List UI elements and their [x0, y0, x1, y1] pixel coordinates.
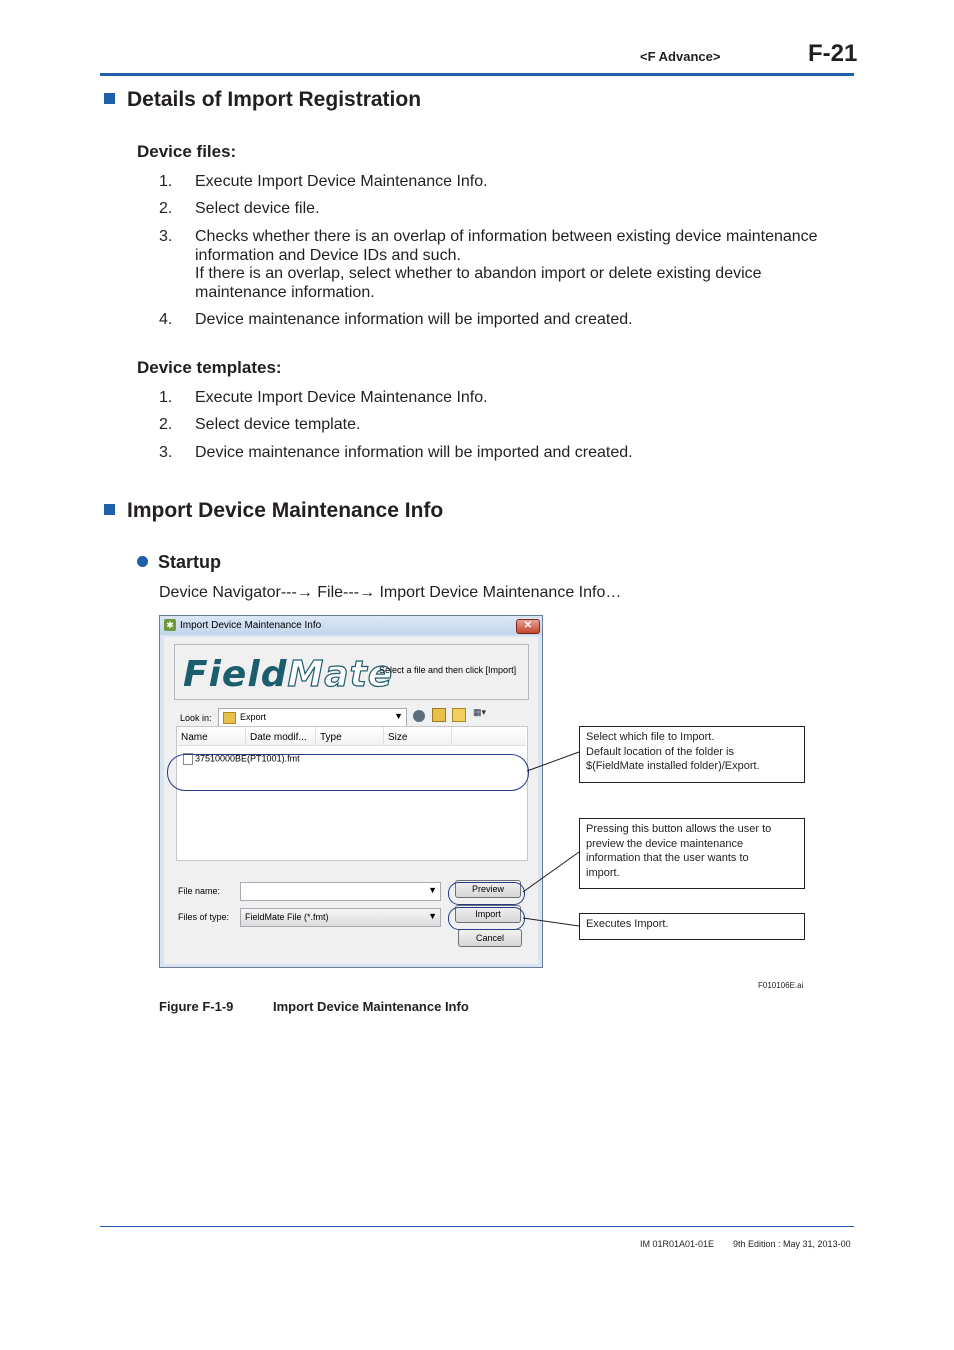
startup-path: Device Navigator---→ File---→ Import Device Maintenance Info…: [159, 584, 622, 601]
file-row[interactable]: 37510000BE(PT1001).fmt: [183, 753, 300, 767]
footer-rule: [100, 1226, 854, 1227]
fieldmate-logo: FieldMate: [183, 654, 394, 695]
page-number: F-21: [808, 40, 858, 67]
section-label: <F Advance>: [640, 49, 721, 64]
heading-details: Details of Import Registration: [104, 88, 421, 112]
callout-import: Executes Import.: [579, 913, 805, 940]
column-type[interactable]: Type: [316, 727, 384, 746]
edition: 9th Edition : May 31, 2013-00: [733, 1239, 851, 1249]
file-type-select[interactable]: FieldMate File (*.fmt) ▼: [240, 908, 441, 927]
figure-number: Figure F-1-9: [159, 999, 234, 1014]
preview-button[interactable]: Preview: [455, 880, 521, 898]
heading-device-templates: Device templates:: [137, 358, 282, 377]
heading-startup: Startup: [137, 552, 221, 573]
dialog-title: Import Device Maintenance Info: [180, 620, 322, 631]
heading-device-files: Device files:: [137, 142, 237, 161]
column-date[interactable]: Date modif...: [246, 727, 316, 746]
chevron-down-icon: ▼: [428, 885, 437, 895]
file-name-label: File name:: [178, 886, 221, 896]
chevron-down-icon: ▼: [428, 911, 437, 921]
doc-id: IM 01R01A01-01E: [640, 1239, 715, 1249]
column-name[interactable]: Name: [177, 727, 246, 746]
view-menu-icon[interactable]: ▦▾: [473, 707, 487, 717]
look-in-select[interactable]: Export ▼: [218, 708, 407, 727]
heading-import: Import Device Maintenance Info: [104, 499, 443, 523]
banner-message: Select a file and then click [Import]: [379, 665, 517, 675]
callout-preview: Pressing this button allows the user to preview the device maintenance information that the user wants to import.: [579, 818, 805, 889]
figure-file-id: F010106E.ai: [758, 981, 804, 990]
app-icon: ✱: [164, 619, 176, 631]
chevron-down-icon: ▼: [394, 711, 403, 721]
close-button[interactable]: ✕: [516, 619, 540, 634]
cancel-button[interactable]: Cancel: [458, 929, 522, 947]
figure-caption: Import Device Maintenance Info: [273, 999, 469, 1014]
look-in-label: Look in:: [180, 713, 212, 723]
import-button[interactable]: Import: [455, 905, 521, 923]
column-size[interactable]: Size: [384, 727, 452, 746]
file-type-label: Files of type:: [178, 912, 230, 922]
callout-select-file: Select which file to Import. Default location of the folder is $(FieldMate installed folder)/Export.: [579, 726, 805, 783]
